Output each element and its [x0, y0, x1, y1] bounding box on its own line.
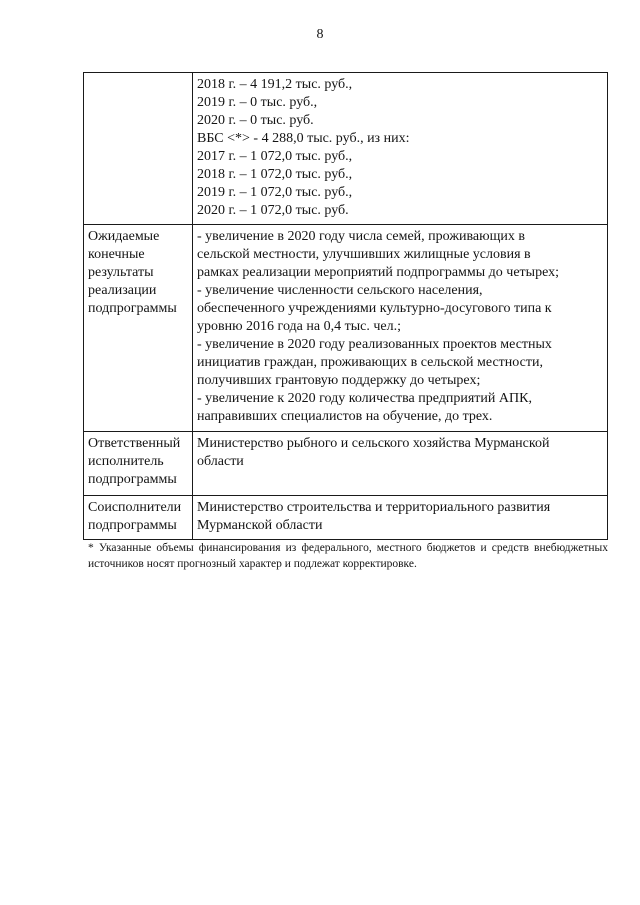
- result-line: уровню 2016 года на 0,4 тыс. чел.;: [197, 319, 401, 334]
- result-line: направивших специалистов на обучение, до трех.: [197, 409, 493, 424]
- row-label-cell: [84, 73, 193, 225]
- result-line: - увеличение в 2020 году числа семей, проживающих в: [197, 229, 525, 244]
- result-line: - увеличение численности сельского населения,: [197, 283, 483, 298]
- row-label-line: результаты: [88, 265, 154, 280]
- row-label-cell: [84, 432, 193, 496]
- funding-line: 2018 г. – 1 072,0 тыс. руб.,: [197, 167, 353, 182]
- table-row: [84, 73, 608, 225]
- result-line: сельской местности, улучшивших жилищные условия в: [197, 247, 531, 262]
- result-line: инициатив граждан, проживающих в сельской местности,: [197, 355, 543, 370]
- row-label-line: подпрограммы: [88, 472, 177, 487]
- co-executor-line: Министерство строительства и территориального развития: [197, 500, 551, 515]
- result-line: - увеличение в 2020 году реализованных проектов местных: [197, 337, 552, 352]
- result-line: обеспеченного учреждениями культурно-досугового типа к: [197, 301, 552, 316]
- footnote: * Указанные объемы финансирования из федерального, местного бюджетов и средств внебюджетных источников носят прогнозный характер и подлежат корректировке.: [88, 542, 608, 570]
- result-line: - увеличение к 2020 году количества предприятий АПК,: [197, 391, 532, 406]
- funding-line: 2020 г. – 0 тыс. руб.: [197, 113, 314, 128]
- page-number: 8: [316, 27, 324, 42]
- row-label-line: реализации: [88, 283, 157, 298]
- row-label-cell: [84, 225, 193, 432]
- funding-line: 2019 г. – 0 тыс. руб.,: [197, 95, 318, 110]
- row-label-line: конечные: [88, 247, 145, 262]
- row-label-line: Ожидаемые: [88, 229, 160, 244]
- row-label-line: Соисполнители: [88, 500, 182, 515]
- row-label-line: подпрограммы: [88, 518, 177, 533]
- co-executor-line: Мурманской области: [197, 518, 323, 533]
- row-content-cell: [193, 73, 608, 225]
- row-label-line: Ответственный: [88, 436, 181, 451]
- table-row: [84, 496, 608, 540]
- row-content-cell: [193, 496, 608, 540]
- funding-line: 2020 г. – 1 072,0 тыс. руб.: [197, 203, 349, 218]
- executor-line: области: [197, 454, 244, 469]
- row-label-cell: [84, 496, 193, 540]
- result-line: получивших грантовую поддержку до четырех;: [197, 373, 481, 388]
- executor-line: Министерство рыбного и сельского хозяйства Мурманской: [197, 436, 550, 451]
- funding-line: 2018 г. – 4 191,2 тыс. руб.,: [197, 77, 353, 92]
- row-content-cell: [193, 432, 608, 496]
- table-row: [84, 225, 608, 432]
- subprogram-passport-table: [83, 72, 608, 540]
- funding-line: 2017 г. – 1 072,0 тыс. руб.,: [197, 149, 353, 164]
- funding-line: 2019 г. – 1 072,0 тыс. руб.,: [197, 185, 353, 200]
- funding-line: ВБС <*> - 4 288,0 тыс. руб., из них:: [197, 131, 410, 146]
- row-content-cell: [193, 225, 608, 432]
- row-label-line: исполнитель: [88, 454, 164, 469]
- result-line: рамках реализации мероприятий подпрограммы до четырех;: [197, 265, 560, 280]
- row-label-line: подпрограммы: [88, 301, 177, 316]
- table-row: [84, 432, 608, 496]
